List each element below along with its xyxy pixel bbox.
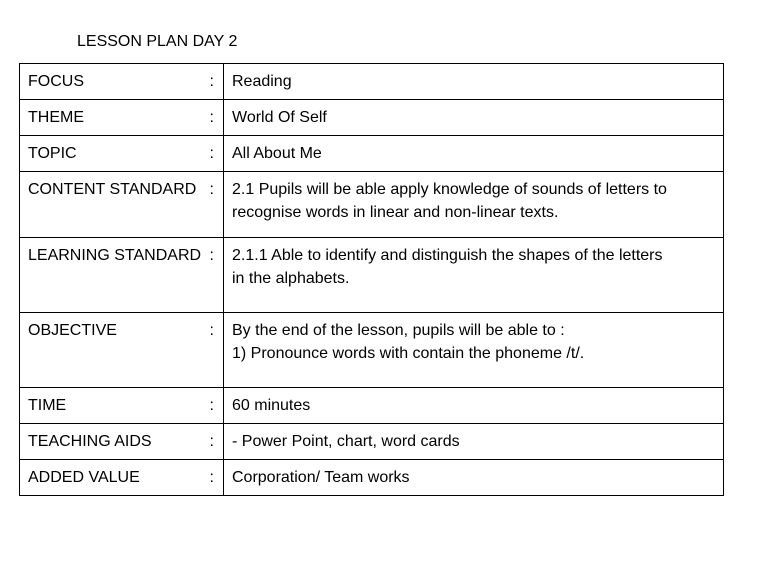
row-value-cell <box>224 64 724 100</box>
row-label: OBJECTIVE <box>28 322 117 339</box>
row-label: TIME <box>28 397 67 414</box>
row-value: World Of Self <box>232 109 327 126</box>
row-label-cell <box>20 460 224 496</box>
row-value-cell <box>224 172 724 238</box>
row-separator: : <box>209 145 214 162</box>
row-separator: : <box>209 73 214 90</box>
row-value-cell <box>224 100 724 136</box>
table-row-objective <box>20 313 724 388</box>
row-value-line-1: 2.1 Pupils will be able apply knowledge of sounds of letters to <box>232 181 667 198</box>
row-value: Corporation/ Team works <box>232 469 410 486</box>
row-separator: : <box>209 109 214 126</box>
row-label-cell <box>20 172 224 238</box>
row-label-cell <box>20 238 224 313</box>
row-label: TEACHING AIDS <box>28 433 152 450</box>
row-value-cell <box>224 136 724 172</box>
row-separator: : <box>209 469 214 486</box>
row-value: All About Me <box>232 145 322 162</box>
row-label: THEME <box>28 109 84 126</box>
row-value-cell <box>224 424 724 460</box>
row-label-cell <box>20 424 224 460</box>
row-label: ADDED VALUE <box>28 469 140 486</box>
row-label-cell <box>20 136 224 172</box>
table-row-learning-standard <box>20 238 724 313</box>
table-row-theme <box>20 100 724 136</box>
table-row-topic <box>20 136 724 172</box>
table-row-time <box>20 388 724 424</box>
row-label-cell <box>20 313 224 388</box>
row-value-line-2: in the alphabets. <box>232 270 350 287</box>
row-label: CONTENT STANDARD <box>28 181 197 198</box>
row-value: - Power Point, chart, word cards <box>232 433 460 450</box>
row-value-line-1: 2.1.1 Able to identify and distinguish the shapes of the letters <box>232 247 663 264</box>
lesson-plan-table <box>19 63 724 496</box>
row-label-cell <box>20 388 224 424</box>
row-separator: : <box>209 397 214 414</box>
row-separator: : <box>209 433 214 450</box>
row-separator: : <box>209 247 214 264</box>
row-value-cell <box>224 238 724 313</box>
row-label-cell <box>20 64 224 100</box>
row-label-cell <box>20 100 224 136</box>
table-row-added-value <box>20 460 724 496</box>
row-value: 60 minutes <box>232 397 311 414</box>
row-separator: : <box>209 181 214 198</box>
table-row-teaching-aids <box>20 424 724 460</box>
row-value-cell <box>224 460 724 496</box>
row-label: LEARNING STANDARD <box>28 247 202 264</box>
row-label: TOPIC <box>28 145 77 162</box>
row-value-line-1: By the end of the lesson, pupils will be able to : <box>232 322 565 339</box>
row-value-line-2: recognise words in linear and non-linear texts. <box>232 204 559 221</box>
row-value: Reading <box>232 73 292 90</box>
row-value-cell <box>224 388 724 424</box>
row-value-line-2: 1) Pronounce words with contain the phoneme /t/. <box>232 345 585 362</box>
row-separator: : <box>209 322 214 339</box>
row-label: FOCUS <box>28 73 84 90</box>
table-row-focus <box>20 64 724 100</box>
page-title: LESSON PLAN DAY 2 <box>77 33 238 50</box>
table-row-content-standard <box>20 172 724 238</box>
row-value-cell <box>224 313 724 388</box>
